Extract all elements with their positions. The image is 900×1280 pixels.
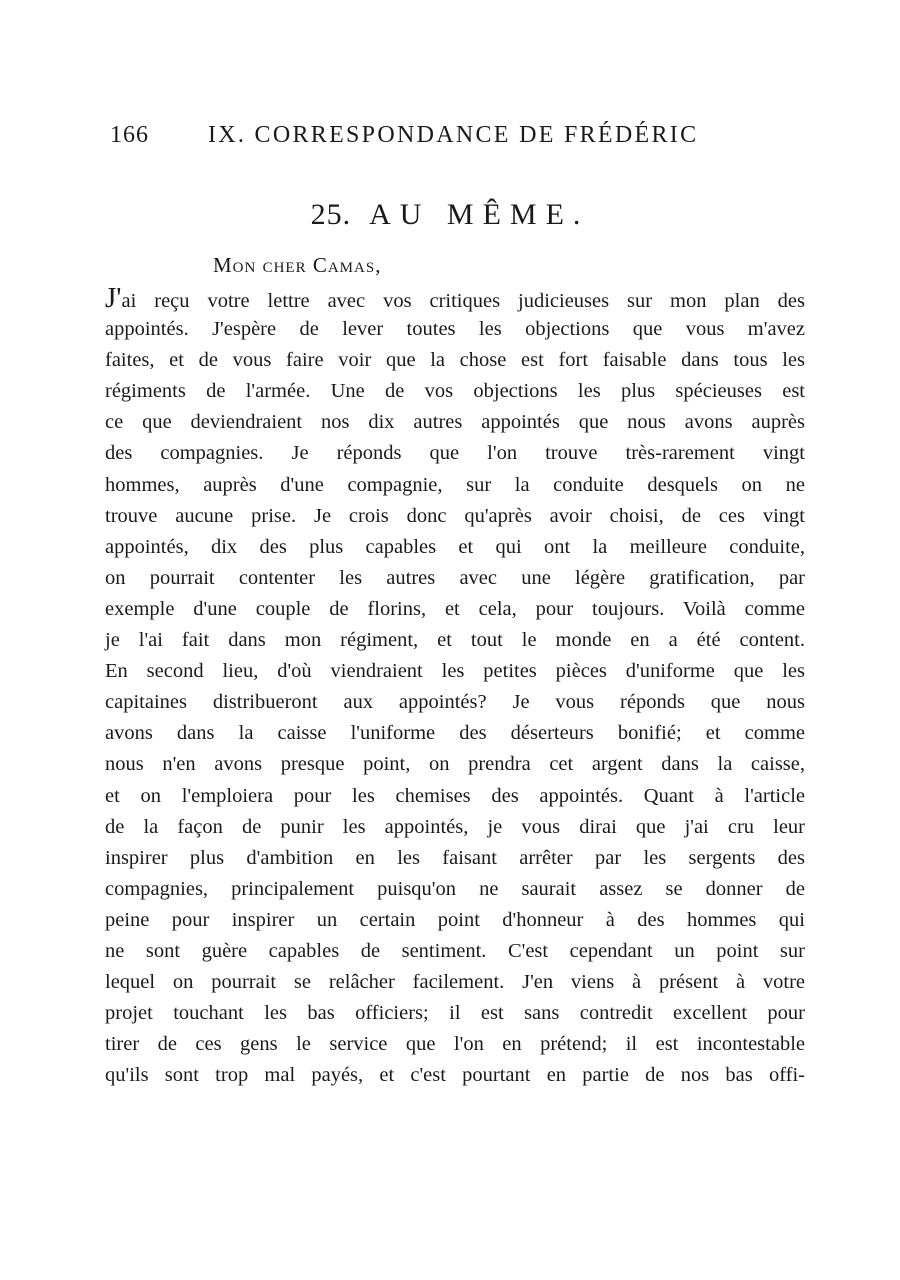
letter-heading: AU MÊME. [369, 198, 590, 231]
body-line: capitaines distribueront aux appointés? Je vous réponds que nous [105, 691, 805, 714]
body-line: faites, et de vous faire voir que la chose est fort faisable dans tous les [105, 349, 805, 372]
body-line: En second lieu, d'où viendraient les petites pièces d'uniforme que les [105, 660, 805, 683]
body-line: appointés. J'espère de lever toutes les objections que vous m'avez [105, 318, 805, 341]
body-line: avons dans la caisse l'uniforme des déserteurs bonifié; et comme [105, 722, 805, 745]
running-head [110, 122, 810, 152]
letter-number: 25. [310, 198, 352, 231]
body-line: on pourrait contenter les autres avec une légère gratification, par [105, 566, 805, 589]
body-line: tirer de ces gens le service que l'on en prétend; il est incontestable [105, 1033, 805, 1056]
running-title: IX. CORRESPONDANCE DE FRÉDÉRIC [208, 122, 699, 148]
letter-title [0, 198, 900, 232]
body-line: J'ai reçu votre lettre avec vos critiques judicieuses sur mon plan des [105, 282, 805, 314]
body-line: des compagnies. Je réponds que l'on trouve très-rarement vingt [105, 442, 805, 465]
body-line: hommes, auprès d'une compagnie, sur la conduite desquels on ne [105, 473, 805, 496]
body-line: trouve aucune prise. Je crois donc qu'après avoir choisi, de ces vingt [105, 504, 805, 527]
body-line: peine pour inspirer un certain point d'honneur à des hommes qui [105, 908, 805, 931]
body-line: de la façon de punir les appointés, je vous dirai que j'ai cru leur [105, 815, 805, 838]
body-line: régiments de l'armée. Une de vos objections les plus spécieuses est [105, 380, 805, 403]
page-number: 166 [110, 122, 149, 148]
letter-body [105, 283, 805, 1091]
body-line: qu'ils sont trop mal payés, et c'est pourtant en partie de nos bas offi- [105, 1064, 805, 1087]
body-line: ne sont guère capables de sentiment. C'est cependant un point sur [105, 939, 805, 962]
body-line: projet touchant les bas officiers; il est sans contredit excellent pour [105, 1002, 805, 1025]
body-line: exemple d'une couple de florins, et cela, pour toujours. Voilà comme [105, 597, 805, 620]
body-line: appointés, dix des plus capables et qui ont la meilleure conduite, [105, 535, 805, 558]
body-line: ce que deviendraient nos dix autres appointés que nous avons auprès [105, 411, 805, 434]
body-line: lequel on pourrait se relâcher facilement. J'en viens à présent à votre [105, 971, 805, 994]
salutation: Mon cher Camas, [213, 253, 382, 277]
body-line: compagnies, principalement puisqu'on ne saurait assez se donner de [105, 877, 805, 900]
body-line: inspirer plus d'ambition en les faisant arrêter par les sergents des [105, 846, 805, 869]
body-line: je l'ai fait dans mon régiment, et tout le monde en a été content. [105, 629, 805, 652]
body-line: et on l'emploiera pour les chemises des appointés. Quant à l'article [105, 784, 805, 807]
body-line: nous n'en avons presque point, on prendra cet argent dans la caisse, [105, 753, 805, 776]
